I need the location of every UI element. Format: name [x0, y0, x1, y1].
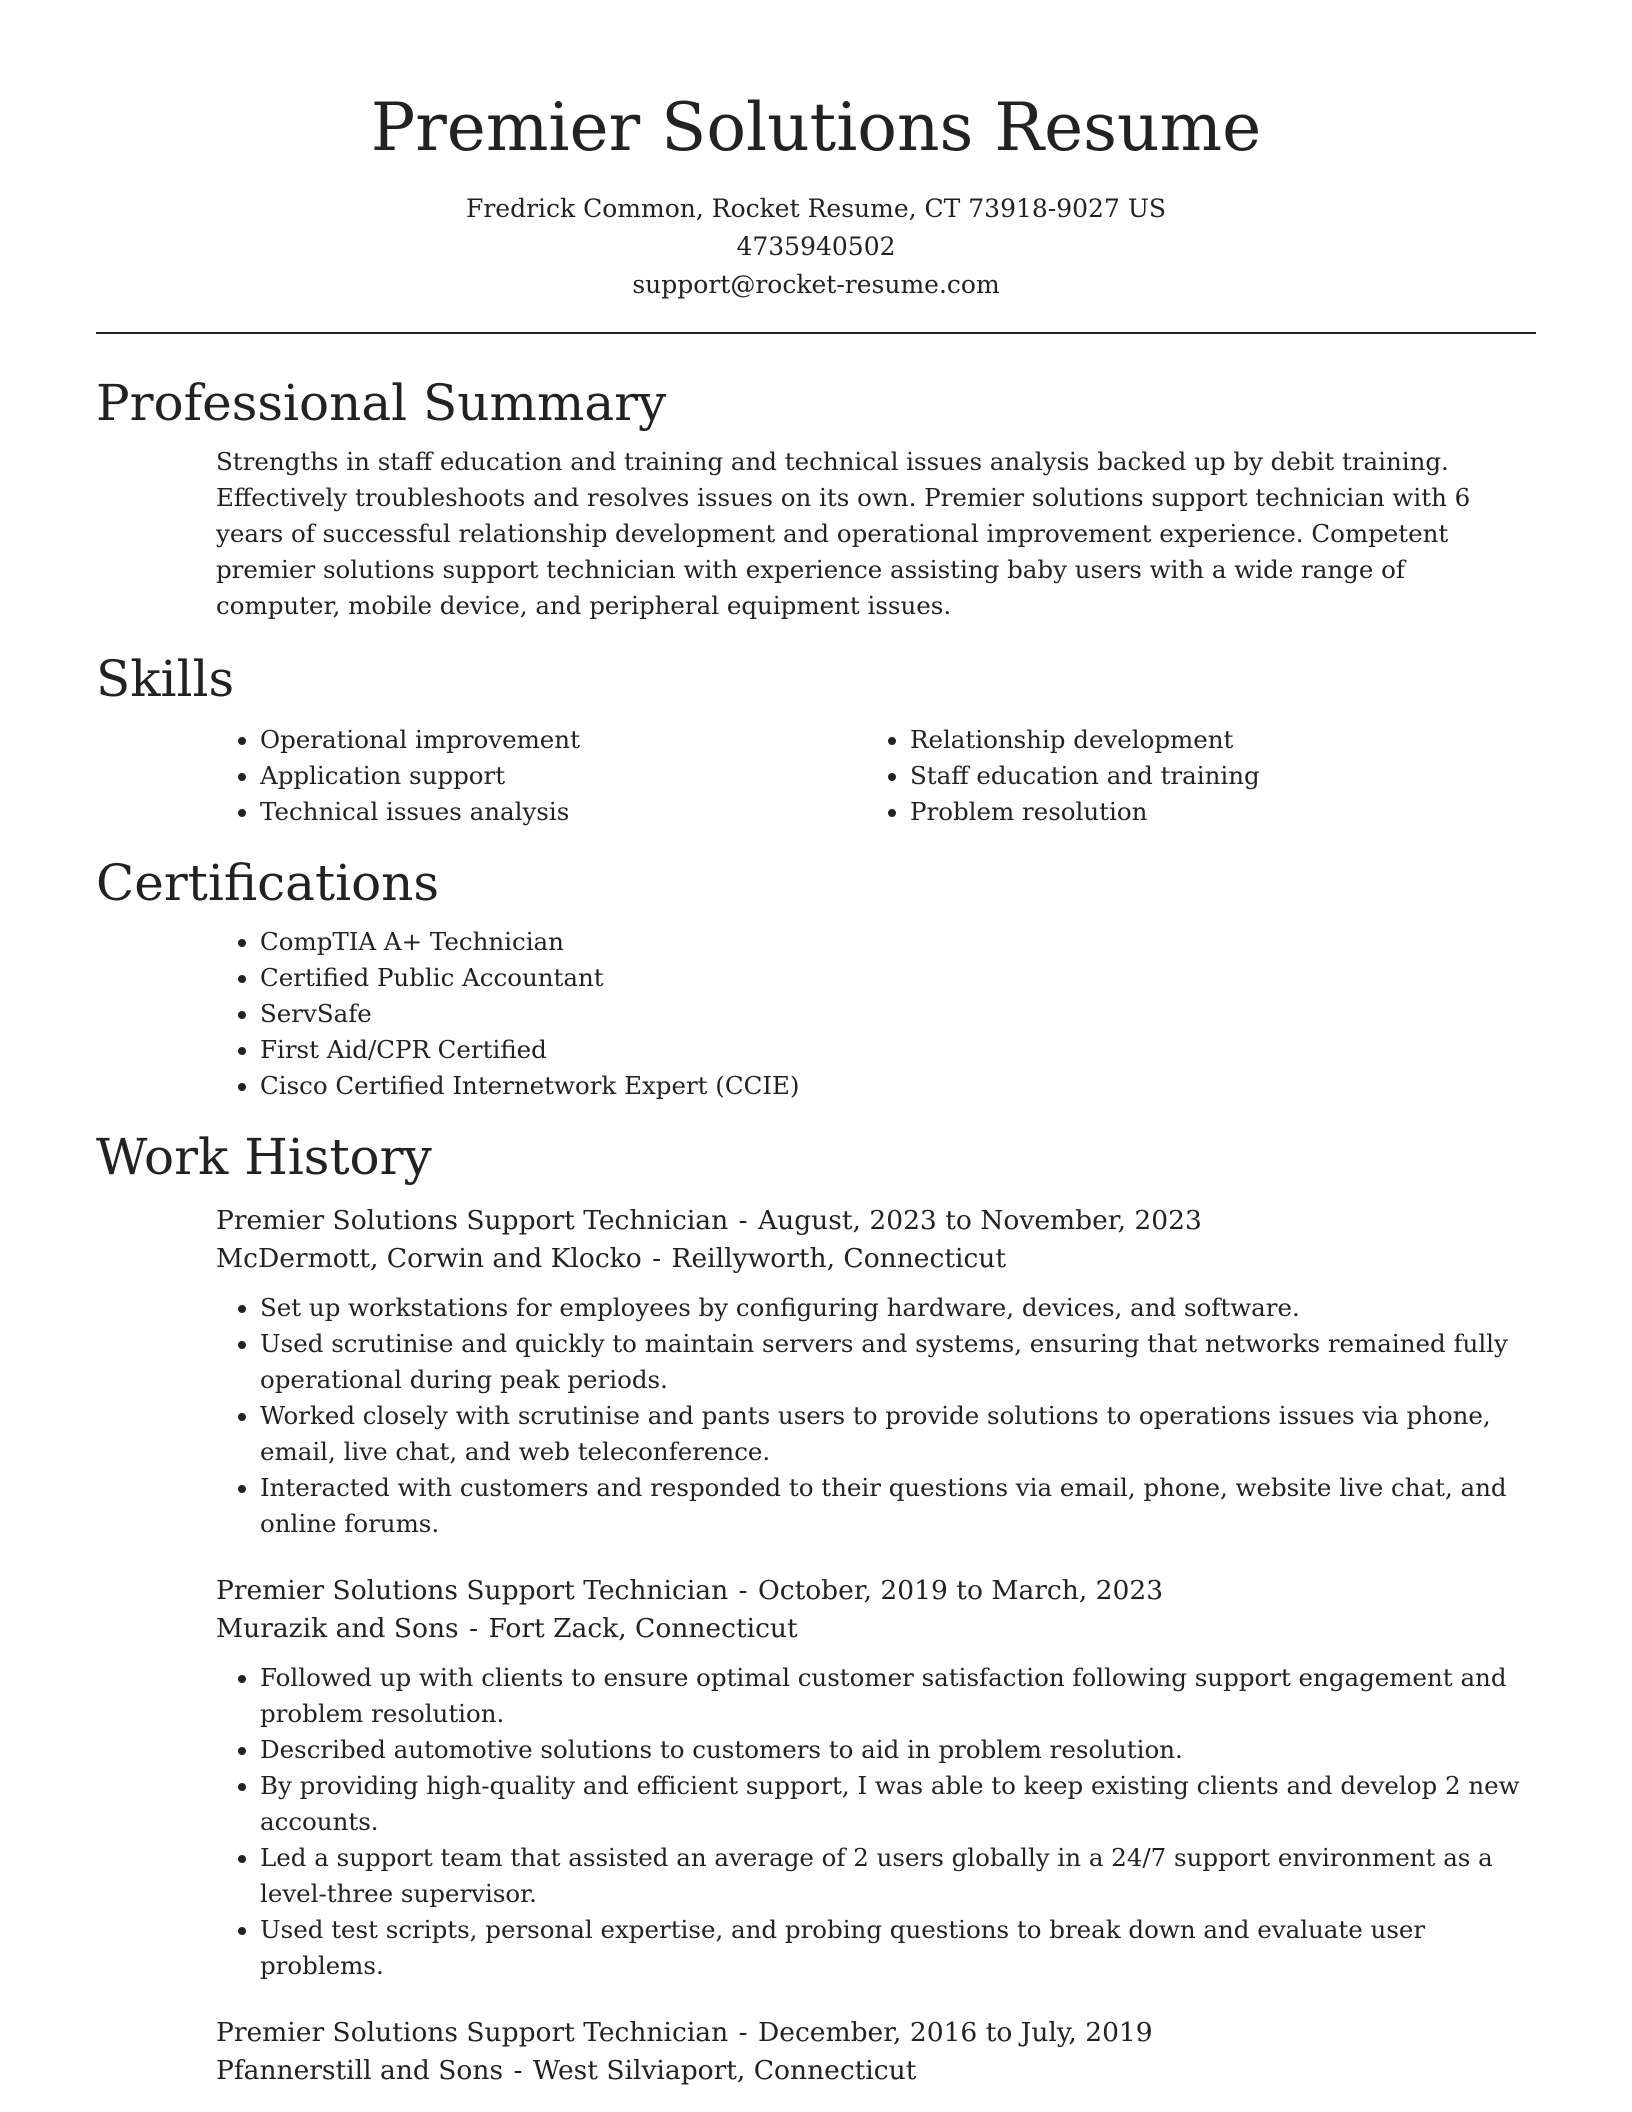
job-company-line [216, 1610, 1536, 1648]
certification-item: • Certified Public Accountant [260, 960, 1536, 996]
job-title-line [216, 1572, 1536, 1610]
job-company-line [216, 1240, 1536, 1278]
work-heading: Work History [96, 1128, 432, 1186]
job-separator: - [738, 1205, 748, 1236]
job-dates: August, 2023 to November, 2023 [758, 1205, 1202, 1236]
job-separator: - [652, 1243, 662, 1274]
job-dates: October, 2019 to March, 2023 [758, 1575, 1164, 1606]
job-title: Premier Solutions Support Technician [216, 1575, 729, 1606]
certification-item: • ServSafe [260, 996, 1536, 1032]
skills-grid [216, 722, 1536, 830]
job-title-line [216, 2014, 1536, 2052]
contact-address: Fredrick Common, Rocket Resume, CT 73918-9027 US [465, 194, 1167, 223]
resume-title: Premier Solutions Resume [370, 89, 1262, 166]
job-bullet: • Worked closely with scrutinise and pants users to provide solutions to operations issues via phone, email, live chat, and web teleconference. [260, 1398, 1536, 1470]
skills-heading: Skills [96, 650, 235, 708]
job-location: West Silviaport, Connecticut [532, 2055, 917, 2086]
skills-list-right [866, 722, 1536, 830]
contact-block [96, 190, 1536, 304]
job-bullet: • Used test scripts, personal expertise, and probing questions to break down and evaluate user problems. [260, 1912, 1536, 1984]
certifications-section [96, 852, 1536, 1104]
job-title-line [216, 1202, 1536, 1240]
job-company: McDermott, Corwin and Klocko [216, 1243, 642, 1274]
job-bullets [216, 1660, 1536, 1984]
job-entry [216, 2014, 1536, 2090]
job-bullet: • Led a support team that assisted an average of 2 users globally in a 24/7 support environment as a level-three supervisor. [260, 1840, 1536, 1912]
job-company-line [216, 2052, 1536, 2090]
job-separator: - [469, 1613, 479, 1644]
certification-item: • CompTIA A+ Technician [260, 924, 1536, 960]
work-section [96, 1126, 1536, 2090]
summary-heading: Professional Summary [96, 374, 667, 432]
certifications-heading: Certifications [96, 854, 440, 912]
skill-item: • Relationship development [910, 722, 1536, 758]
job-separator: - [738, 1575, 748, 1606]
skill-item: • Operational improvement [260, 722, 866, 758]
skills-list-left [216, 722, 866, 830]
skills-section [96, 648, 1536, 830]
job-separator: - [738, 2017, 748, 2048]
job-entry [216, 1572, 1536, 1984]
job-dates: December, 2016 to July, 2019 [758, 2017, 1153, 2048]
job-bullet: • Followed up with clients to ensure optimal customer satisfaction following support engagement and problem resolution. [260, 1660, 1536, 1732]
summary-section [96, 372, 1536, 624]
certification-item: • First Aid/CPR Certified [260, 1032, 1536, 1068]
certifications-list [216, 924, 1536, 1104]
resume-page [96, 0, 1536, 2090]
skill-item: • Staff education and training [910, 758, 1536, 794]
job-location: Reillyworth, Connecticut [671, 1243, 1007, 1274]
job-entry [216, 1202, 1536, 1542]
job-separator: - [513, 2055, 523, 2086]
job-title: Premier Solutions Support Technician [216, 2017, 729, 2048]
skill-item: • Application support [260, 758, 866, 794]
job-bullet: • Used scrutinise and quickly to maintain servers and systems, ensuring that networks remained fully operational during peak periods. [260, 1326, 1536, 1398]
contact-email: support@rocket-resume.com [632, 270, 1000, 299]
skill-item: • Problem resolution [910, 794, 1536, 830]
contact-phone: 4735940502 [736, 232, 896, 261]
job-company: Murazik and Sons [216, 1613, 459, 1644]
header-divider [96, 332, 1536, 334]
job-bullet: • Described automotive solutions to customers to aid in problem resolution. [260, 1732, 1536, 1768]
summary-text: Strengths in staff education and training and technical issues analysis backed up by debit training. Effectively troubleshoots and resolves issues on its own. Premier solutions support technician with 6 years of successful relationship development and operational improvement experience. Competent premier solutions support technician with experience assisting baby users with a wide range of computer, mobile device, and peripheral equipment issues. [216, 447, 1471, 620]
job-bullets [216, 1290, 1536, 1542]
job-location: Fort Zack, Connecticut [488, 1613, 798, 1644]
skill-item: • Technical issues analysis [260, 794, 866, 830]
job-bullet: • Interacted with customers and responded to their questions via email, phone, website live chat, and online forums. [260, 1470, 1536, 1542]
certification-item: • Cisco Certified Internetwork Expert (CCIE) [260, 1068, 1536, 1104]
job-bullet: • By providing high-quality and efficient support, I was able to keep existing clients and develop 2 new accounts. [260, 1768, 1536, 1840]
job-bullet: • Set up workstations for employees by configuring hardware, devices, and software. [260, 1290, 1536, 1326]
job-company: Pfannerstill and Sons [216, 2055, 504, 2086]
job-title: Premier Solutions Support Technician [216, 1205, 729, 1236]
